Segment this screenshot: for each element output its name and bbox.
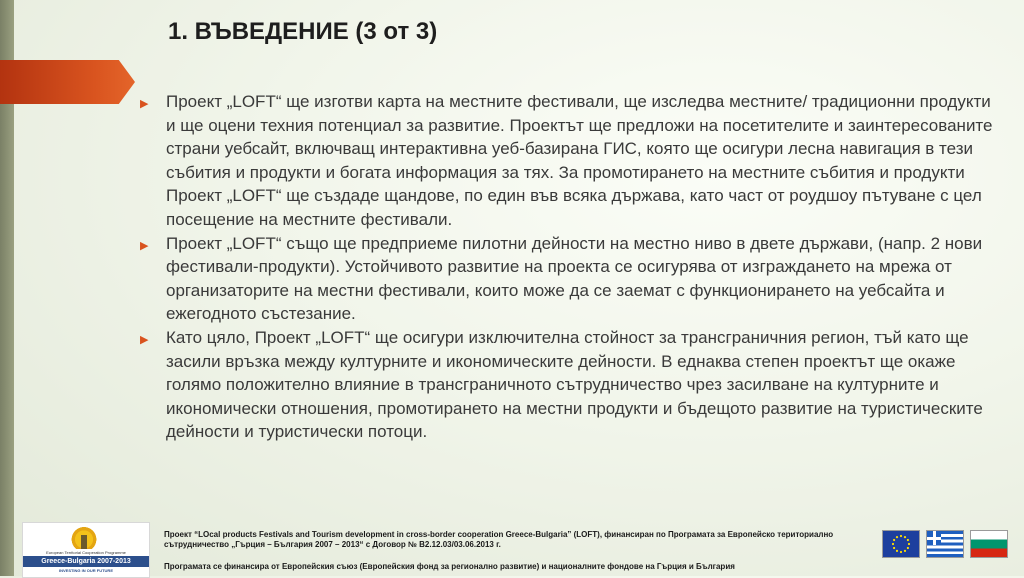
slide-title: 1. ВЪВЕДЕНИЕ (3 от 3): [168, 18, 438, 45]
greece-cross-icon: [927, 531, 941, 545]
footer-project-text: Проект “LOcal products Festivals and Tourism development in cross-border cooperation Greece-Bulgaria” (LOFT), финансиран по Програмата за Европейско териториално сътрудничество „Гърция – България 2007 – 2013“ с Договор № B2.12.03/03.06.2013 г.: [164, 530, 834, 549]
red-arrow-decor: [0, 60, 135, 104]
footer-funding-text: Програмата се финансира от Европейския съюз (Европейския фонд за регионално развитие) и националните фондове на Гърция и България: [164, 562, 735, 571]
bullet-text: Като цяло, Проект „LOFT“ ще осигури изключителна стойност за трансграничния регион, тъй като ще засили връзка между културните и икономическите дейности. В еднаква степен проектът ще окаже голямо положително влияние в трансграничното сътрудничество чрез засилване на културните и икономически отношения, промотирането на местни продукти и бъдещото развитие на туристическите дейности и туристически потоци.: [166, 327, 983, 442]
eu-flag-icon: [882, 530, 920, 558]
bullet-text: Проект „LOFT“ ще изготви карта на местните фестивали, ще изследва местните/ традиционни продукти и ще оцени техния потенциал за развитие. Проектът ще предложи на посетителите и заинтересованите страни уебсайт, включващ интерактивна уеб-базирана ГИС, която ще осигури лесна навигация в тези събития и продукти и богата информация за тях. За промотирането на местните събития и продукти Проект „LOFT“ ще създаде щандове, по един във всяка държава, като част от роудшоу пътуване с цел посещение на местните фестивали.: [166, 92, 993, 229]
eu-stars-icon: [883, 531, 919, 557]
bullet-item: [140, 90, 996, 232]
logo-slogan-text: INVESTING IN OUR FUTURE: [58, 568, 113, 573]
bullet-arrow-icon: ▶: [140, 333, 149, 346]
bullet-list: [140, 90, 996, 444]
bullet-arrow-icon: ▶: [140, 98, 149, 110]
logo-programme-text: European Territorial Cooperation Programme: [46, 550, 126, 555]
bullet-arrow-icon: ▶: [140, 239, 149, 252]
footer-text: [164, 530, 864, 572]
bulgaria-flag-icon: [970, 530, 1008, 558]
bullet-text: Проект „LOFT“ също ще предприеме пилотни дейности на местно ниво в двете държави, (напр. 2 нови фестивали-продукти). Устойчивото развитие на проекта се осигурява от изграждането на мрежа от организаторите на местни фестивали, които може да се заемат с функционирането на уебсайта и ежегодното състезание.: [166, 233, 983, 324]
programme-logo: [22, 522, 150, 578]
logo-band-text: Greece-Bulgaria 2007-2013: [23, 556, 149, 567]
bullet-item: [140, 326, 996, 444]
bullet-item: [140, 232, 996, 326]
tree-icon: [81, 535, 87, 549]
greece-flag-icon: [926, 530, 964, 558]
